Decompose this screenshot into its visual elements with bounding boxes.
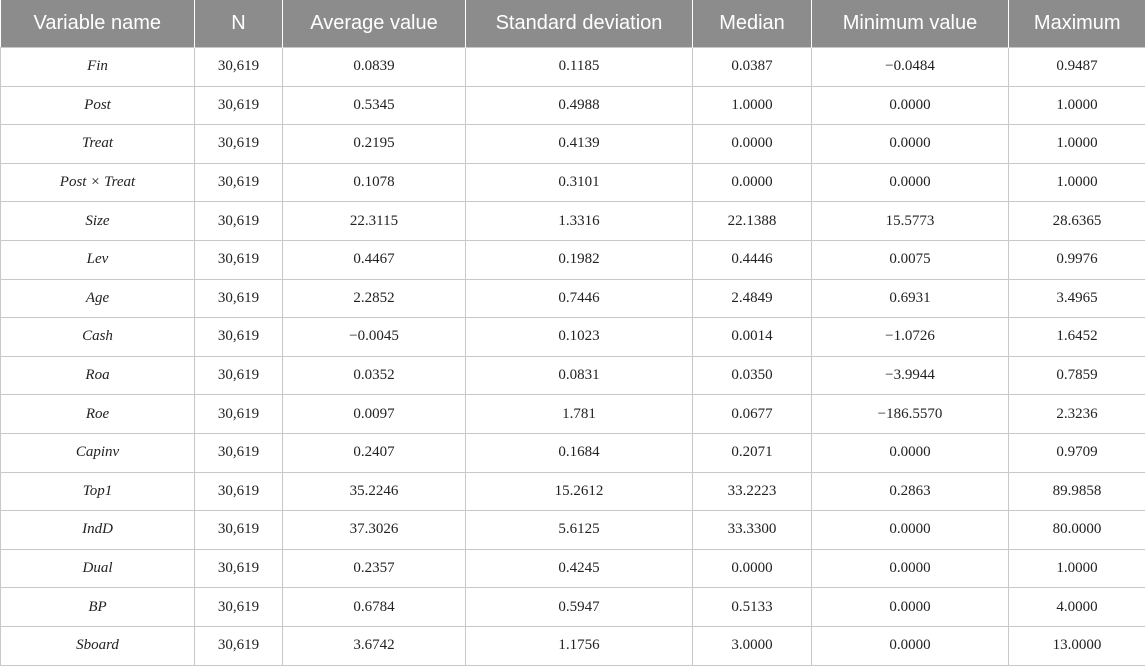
n-cell: 30,619: [195, 511, 283, 550]
variable-name-cell: Fin: [1, 48, 195, 87]
table-row: [1, 86, 1145, 125]
maximum-cell: 1.0000: [1009, 86, 1145, 125]
minimum-value-cell: −1.0726: [812, 318, 1009, 357]
variable-name-cell: Post × Treat: [1, 163, 195, 202]
variable-name-cell: Top1: [1, 472, 195, 511]
table-header: [1, 0, 1145, 48]
standard-deviation-cell: 1.1756: [466, 626, 693, 665]
average-value-cell: 0.2195: [283, 125, 466, 164]
median-cell: 2.4849: [693, 279, 812, 318]
average-value-cell: 0.5345: [283, 86, 466, 125]
minimum-value-cell: 0.0000: [812, 588, 1009, 627]
average-value-cell: 0.0839: [283, 48, 466, 87]
average-value-cell: −0.0045: [283, 318, 466, 357]
table-row: [1, 511, 1145, 550]
variable-name-cell: Treat: [1, 125, 195, 164]
n-cell: 30,619: [195, 202, 283, 241]
median-cell: 0.0350: [693, 356, 812, 395]
variable-name-cell: IndD: [1, 511, 195, 550]
n-cell: 30,619: [195, 318, 283, 357]
n-cell: 30,619: [195, 125, 283, 164]
standard-deviation-cell: 0.1684: [466, 433, 693, 472]
average-value-cell: 22.3115: [283, 202, 466, 241]
median-cell: 0.0014: [693, 318, 812, 357]
standard-deviation-cell: 15.2612: [466, 472, 693, 511]
standard-deviation-cell: 0.0831: [466, 356, 693, 395]
maximum-cell: 0.9976: [1009, 240, 1145, 279]
median-cell: 0.0000: [693, 549, 812, 588]
standard-deviation-cell: 1.3316: [466, 202, 693, 241]
minimum-value-cell: 15.5773: [812, 202, 1009, 241]
maximum-cell: 0.7859: [1009, 356, 1145, 395]
minimum-value-cell: 0.0000: [812, 433, 1009, 472]
median-cell: 1.0000: [693, 86, 812, 125]
minimum-value-cell: 0.6931: [812, 279, 1009, 318]
n-cell: 30,619: [195, 549, 283, 588]
average-value-cell: 0.2407: [283, 433, 466, 472]
variable-name-cell: Size: [1, 202, 195, 241]
standard-deviation-cell: 0.1185: [466, 48, 693, 87]
header-standard-deviation: Standard deviation: [466, 0, 693, 48]
minimum-value-cell: 0.0000: [812, 549, 1009, 588]
median-cell: 0.0677: [693, 395, 812, 434]
table-row: [1, 318, 1145, 357]
variable-name-cell: BP: [1, 588, 195, 627]
n-cell: 30,619: [195, 86, 283, 125]
variable-name-cell: Sboard: [1, 626, 195, 665]
maximum-cell: 13.0000: [1009, 626, 1145, 665]
maximum-cell: 4.0000: [1009, 588, 1145, 627]
table-body: [1, 48, 1145, 666]
table-row: [1, 48, 1145, 87]
maximum-cell: 1.0000: [1009, 125, 1145, 164]
maximum-cell: 2.3236: [1009, 395, 1145, 434]
table-row: [1, 125, 1145, 164]
n-cell: 30,619: [195, 240, 283, 279]
minimum-value-cell: 0.0000: [812, 125, 1009, 164]
standard-deviation-cell: 0.1023: [466, 318, 693, 357]
average-value-cell: 3.6742: [283, 626, 466, 665]
n-cell: 30,619: [195, 626, 283, 665]
table-row: [1, 588, 1145, 627]
average-value-cell: 0.1078: [283, 163, 466, 202]
header-variable-name: Variable name: [1, 0, 195, 48]
average-value-cell: 0.2357: [283, 549, 466, 588]
n-cell: 30,619: [195, 356, 283, 395]
variable-name-cell: Roa: [1, 356, 195, 395]
maximum-cell: 80.0000: [1009, 511, 1145, 550]
minimum-value-cell: −3.9944: [812, 356, 1009, 395]
header-row: [1, 0, 1145, 48]
table-row: [1, 240, 1145, 279]
minimum-value-cell: 0.0000: [812, 626, 1009, 665]
table-row: [1, 626, 1145, 665]
table-row: [1, 356, 1145, 395]
median-cell: 33.2223: [693, 472, 812, 511]
median-cell: 0.0387: [693, 48, 812, 87]
header-median: Median: [693, 0, 812, 48]
variable-name-cell: Dual: [1, 549, 195, 588]
median-cell: 33.3300: [693, 511, 812, 550]
table-row: [1, 549, 1145, 588]
n-cell: 30,619: [195, 588, 283, 627]
minimum-value-cell: 0.2863: [812, 472, 1009, 511]
table-row: [1, 395, 1145, 434]
median-cell: 0.0000: [693, 125, 812, 164]
maximum-cell: 0.9487: [1009, 48, 1145, 87]
n-cell: 30,619: [195, 472, 283, 511]
average-value-cell: 0.0352: [283, 356, 466, 395]
standard-deviation-cell: 0.4988: [466, 86, 693, 125]
n-cell: 30,619: [195, 163, 283, 202]
maximum-cell: 1.6452: [1009, 318, 1145, 357]
standard-deviation-cell: 0.4139: [466, 125, 693, 164]
variable-name-cell: Roe: [1, 395, 195, 434]
median-cell: 3.0000: [693, 626, 812, 665]
variable-name-cell: Post: [1, 86, 195, 125]
average-value-cell: 0.0097: [283, 395, 466, 434]
standard-deviation-cell: 0.5947: [466, 588, 693, 627]
standard-deviation-cell: 5.6125: [466, 511, 693, 550]
table-row: [1, 472, 1145, 511]
median-cell: 0.4446: [693, 240, 812, 279]
variable-name-cell: Lev: [1, 240, 195, 279]
table-row: [1, 202, 1145, 241]
average-value-cell: 0.4467: [283, 240, 466, 279]
minimum-value-cell: 0.0000: [812, 86, 1009, 125]
maximum-cell: 0.9709: [1009, 433, 1145, 472]
header-minimum-value: Minimum value: [812, 0, 1009, 48]
header-n: N: [195, 0, 283, 48]
table-row: [1, 433, 1145, 472]
average-value-cell: 37.3026: [283, 511, 466, 550]
minimum-value-cell: 0.0000: [812, 163, 1009, 202]
standard-deviation-cell: 0.4245: [466, 549, 693, 588]
standard-deviation-cell: 0.3101: [466, 163, 693, 202]
header-average-value: Average value: [283, 0, 466, 48]
minimum-value-cell: −186.5570: [812, 395, 1009, 434]
n-cell: 30,619: [195, 395, 283, 434]
minimum-value-cell: 0.0000: [812, 511, 1009, 550]
median-cell: 0.0000: [693, 163, 812, 202]
maximum-cell: 89.9858: [1009, 472, 1145, 511]
variable-name-cell: Cash: [1, 318, 195, 357]
standard-deviation-cell: 0.7446: [466, 279, 693, 318]
maximum-cell: 1.0000: [1009, 549, 1145, 588]
median-cell: 22.1388: [693, 202, 812, 241]
average-value-cell: 0.6784: [283, 588, 466, 627]
median-cell: 0.2071: [693, 433, 812, 472]
standard-deviation-cell: 0.1982: [466, 240, 693, 279]
n-cell: 30,619: [195, 433, 283, 472]
table-row: [1, 163, 1145, 202]
maximum-cell: 3.4965: [1009, 279, 1145, 318]
header-maximum: Maximum: [1009, 0, 1145, 48]
average-value-cell: 2.2852: [283, 279, 466, 318]
minimum-value-cell: 0.0075: [812, 240, 1009, 279]
standard-deviation-cell: 1.781: [466, 395, 693, 434]
variable-name-cell: Capinv: [1, 433, 195, 472]
n-cell: 30,619: [195, 48, 283, 87]
maximum-cell: 1.0000: [1009, 163, 1145, 202]
average-value-cell: 35.2246: [283, 472, 466, 511]
minimum-value-cell: −0.0484: [812, 48, 1009, 87]
maximum-cell: 28.6365: [1009, 202, 1145, 241]
table-row: [1, 279, 1145, 318]
variable-name-cell: Age: [1, 279, 195, 318]
median-cell: 0.5133: [693, 588, 812, 627]
n-cell: 30,619: [195, 279, 283, 318]
